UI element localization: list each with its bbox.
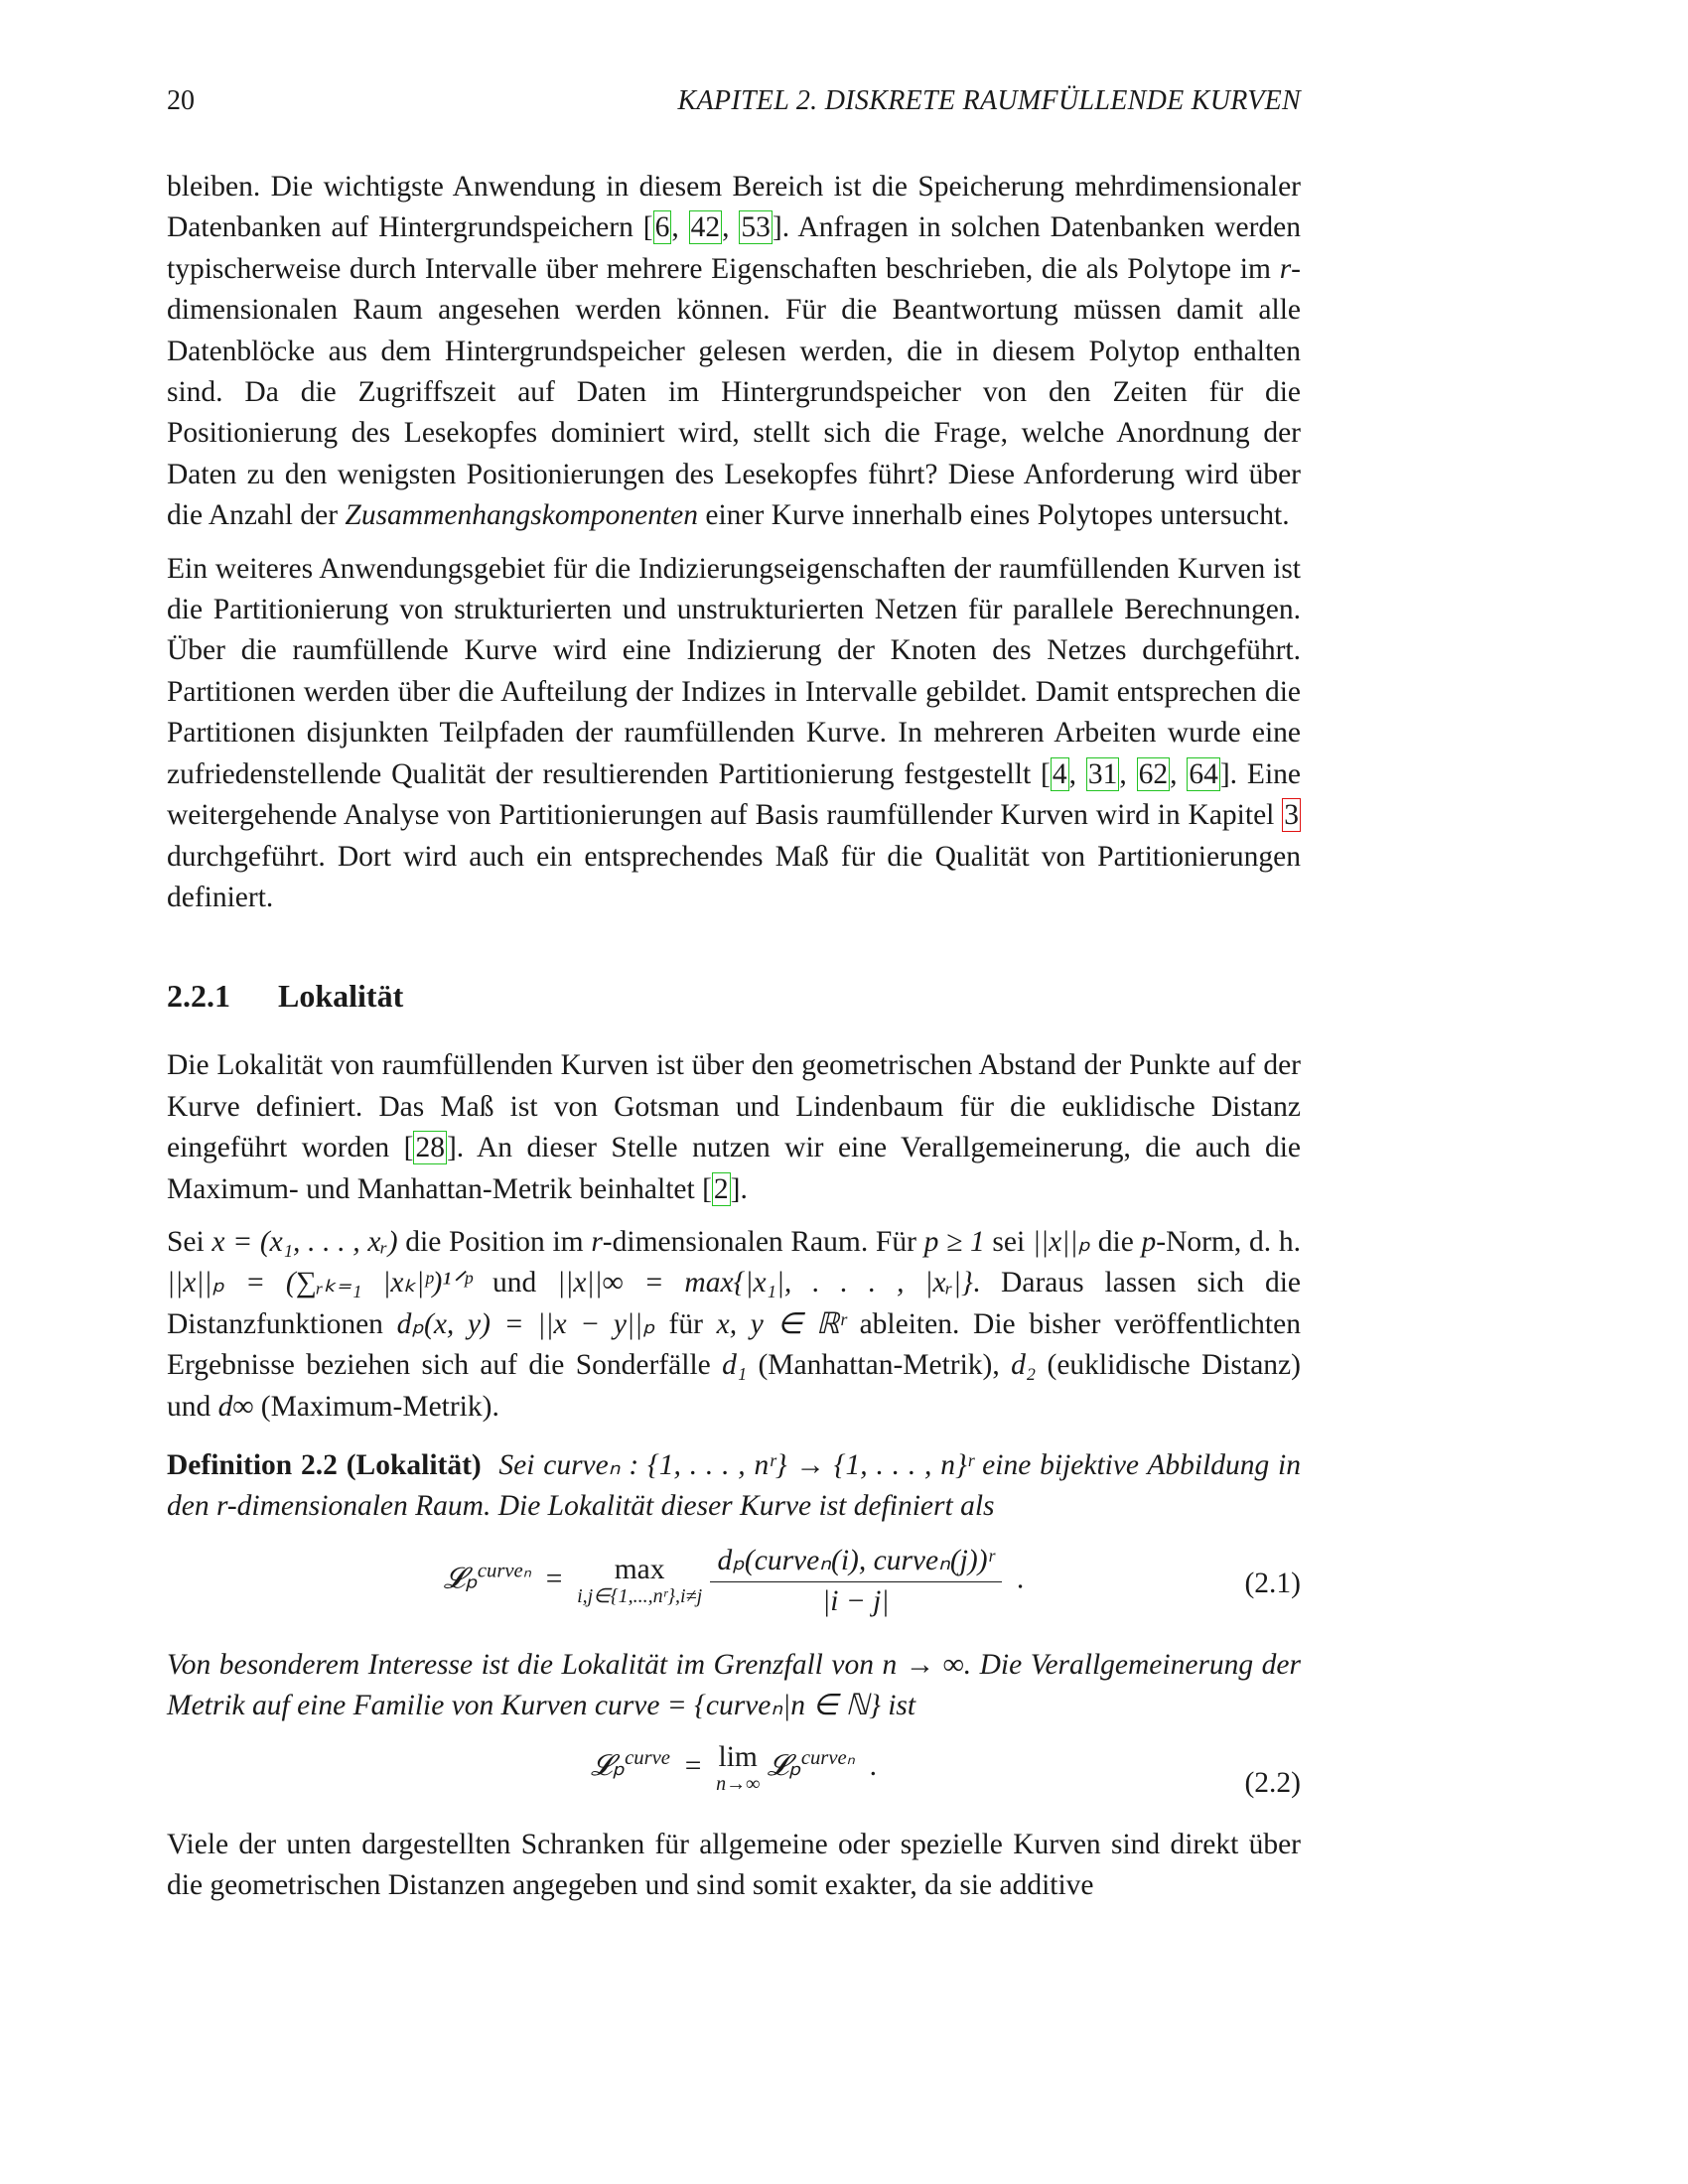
page-header bbox=[167, 85, 1301, 125]
citation-link[interactable]: 28 bbox=[415, 1132, 445, 1164]
citation-link[interactable]: 53 bbox=[741, 211, 771, 244]
paragraph-5: Viele der unten dargestellten Schranken für allgemeine oder spezielle Kurven sind direkt über die geometrischen Distanzen angegeben und sind somit exakter, da sie additive bbox=[167, 1828, 1301, 1901]
citation-link[interactable]: 4 bbox=[1052, 757, 1067, 790]
definition-text-continued: Von besonderem Interesse ist die Lokalität im Grenzfall von n → ∞. Die Verallgemeinerung der Metrik auf eine Familie von Kurven curve = {curveₙ|n ∈ ℕ} ist bbox=[167, 1648, 1301, 1722]
section-heading bbox=[167, 976, 1301, 1016]
page-number: 20 bbox=[167, 85, 195, 116]
section-title: Lokalität bbox=[278, 978, 404, 1015]
paragraph-2: Ein weiteres Anwendungsgebiet für die Indizierungseigenschaften der raumfüllenden Kurven ist die Partitionierung von strukturierten und unstrukturierten Netzen für parallele Berechnungen. Über die raumfüllende Kurve wird eine Indizierung der Knoten des Netzes durchgeführt. Partitionen werden über die Aufteilung der Indizes in Intervalle gebildet. Damit entsprechen die Partitionen disjunkten Teilpfaden der raumfüllenden Kurve. In mehreren Arbeiten wurde eine zufriedenstellende Qualität der resultierenden Partitionierung festgestellt [4, 31, 62, 64]. Eine weitergehende Analyse von Partitionierungen auf Basis raumfüllender Kurven wird in Kapitel 3 durchgeführt. Dort wird auch ein entsprechendes Maß für die Qualität von Partitionierungen definiert. bbox=[167, 552, 1301, 913]
equation-number: (2.1) bbox=[1244, 1567, 1301, 1599]
citation-link[interactable]: 2 bbox=[713, 1172, 729, 1205]
citation-link[interactable]: 64 bbox=[1189, 757, 1218, 790]
equation-number: (2.2) bbox=[1244, 1766, 1301, 1799]
citation-link[interactable]: 6 bbox=[654, 211, 670, 244]
equation-2-1: 𝓛ₚ$^{curve_n}$ = max i,j∈{1,...,nʳ},i≠j $\frac{\text{dₚ(curveₙ(i), curveₙ(j))ʳ}}{|i - j|}$ . (2.1) bbox=[167, 1542, 1301, 1631]
running-head: KAPITEL 2. DISKRETE RAUMFÜLLENDE KURVEN bbox=[677, 85, 1301, 116]
definition-label: Definition 2.2 (Lokalität) bbox=[167, 1448, 482, 1481]
emphasis-term: Zusammenhangskomponenten bbox=[345, 499, 699, 532]
chapter-reference-link[interactable]: 3 bbox=[1284, 799, 1299, 832]
definition-text: Definition 2.2 (Lokalität) Sei curveₙ : {1, . . . , nʳ} → {1, . . . , n}ʳ eine bijektive Abbildung in den r-dimensionalen Raum. Die Lokalität dieser Kurve ist definiert als bbox=[167, 1448, 1301, 1523]
equation-2-2: 𝓛ₚ$^{curve}$ = lim n→∞ 𝓛ₚ$^{curve_n}$ . (2.2) bbox=[167, 1741, 1301, 1811]
paragraph-1: bleiben. Die wichtigste Anwendung in diesem Bereich ist die Speicherung mehrdimensionaler Datenbanken auf Hintergrundspeichern [6, 42, 53]. Anfragen in solchen Datenbanken werden typischerweise durch Intervalle über mehrere Eigenschaften beschrieben, die als Polytope im r-dimensionalen Raum angesehen werden können. Für die Beantwortung müssen damit alle Datenblöcke aus dem Hintergrundspeicher gelesen werden, die in diesem Polytop enthalten sind. Da die Zugriffszeit auf Daten im Hintergrundspeicher von den Zeiten für die Positionierung des Lesekopfes dominiert wird, stellt sich die Frage, welche Anordnung der Daten zu den wenigsten Positionierungen des Lesekopfes führt? Diese Anforderung wird über die Anzahl der Zusammenhangskomponenten einer Kurve innerhalb eines Polytopes untersucht. bbox=[167, 171, 1301, 532]
citation-link[interactable]: 62 bbox=[1138, 757, 1169, 790]
section-number: 2.2.1 bbox=[167, 978, 230, 1015]
paragraph-4: Sei x = (x₁, . . . , xᵣ) die Position im r-dimensionalen Raum. Für p ≥ 1 sei ||x||ₚ die p-Norm, d. h. ||x||ₚ = (∑ᵣₖ₌₁ |xₖ|ᵖ)¹ᐟᵖ und ||x||∞ = max{|x₁|, . . . , |xᵣ|}. Daraus lassen sich die Distanzfunktionen dₚ(x, y) = ||x − y||ₚ für x, y ∈ ℝʳ ableiten. Die bisher veröffentlichten Ergebnisse beziehen sich auf die Sonderfälle d₁ (Manhattan-Metrik), d₂ (euklidische Distanz) und d∞ (Maximum-Metrik). bbox=[167, 1225, 1301, 1423]
citation-link[interactable]: 42 bbox=[690, 211, 721, 244]
citation-link[interactable]: 31 bbox=[1087, 757, 1118, 790]
body-text bbox=[167, 167, 1301, 1906]
fraction: $\frac{\text{dₚ(curveₙ(i), curveₙ(j))ʳ}}{|i - j|}$ bbox=[710, 1542, 1003, 1620]
paragraph-3: Die Lokalität von raumfüllenden Kurven ist über den geometrischen Abstand der Punkte auf der Kurve definiert. Das Maß ist von Gotsman und Lindenbaum für die euklidische Distanz eingeführt worden [28]. An dieser Stelle nutzen wir eine Verallgemeinerung, die auch die Maximum- und Manhattan-Metrik beinhaltet [2]. bbox=[167, 1049, 1302, 1205]
definition-block bbox=[167, 1445, 1301, 1811]
